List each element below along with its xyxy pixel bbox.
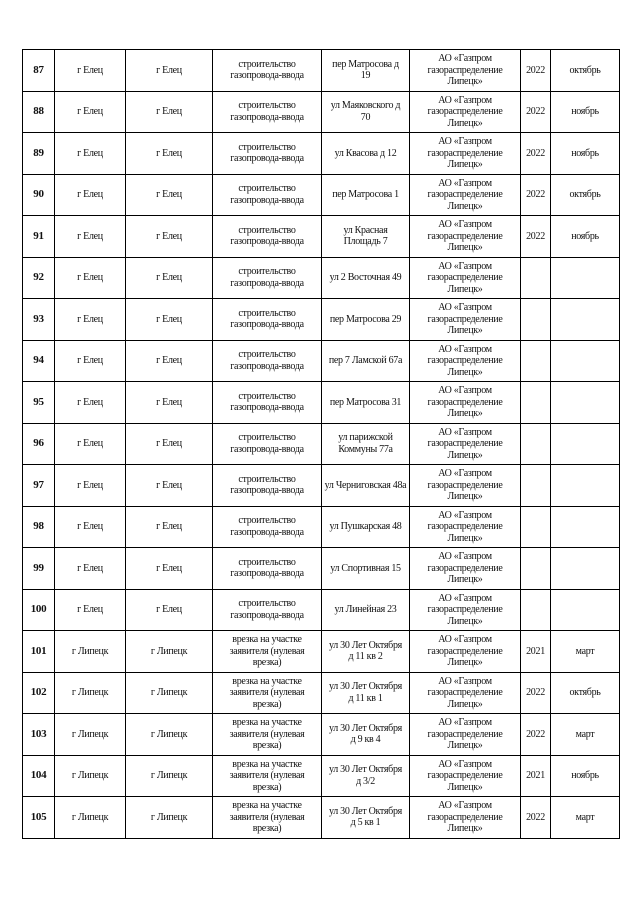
city-cell: г Елец [55, 299, 126, 341]
organization-cell: АО «Газпром газораспределение Липецк» [410, 257, 521, 299]
row-number: 92 [23, 257, 55, 299]
organization-cell: АО «Газпром газораспределение Липецк» [410, 548, 521, 590]
row-number: 104 [23, 755, 55, 797]
row-number: 98 [23, 506, 55, 548]
city-cell: г Елец [55, 133, 126, 175]
city-cell: г Елец [55, 174, 126, 216]
city-cell: г Липецк [55, 797, 126, 839]
year-cell [521, 382, 551, 424]
city-cell: г Елец [55, 216, 126, 258]
organization-cell: АО «Газпром газораспределение Липецк» [410, 91, 521, 133]
organization-cell: АО «Газпром газораспределение Липецк» [410, 797, 521, 839]
table-row [23, 257, 620, 299]
address-cell: ул 30 Лет Октября д 5 кв 1 [322, 797, 410, 839]
city-cell: г Липецк [55, 714, 126, 756]
city-cell: г Елец [55, 506, 126, 548]
table-row [23, 465, 620, 507]
organization-cell: АО «Газпром газораспределение Липецк» [410, 589, 521, 631]
year-cell: 2022 [521, 174, 551, 216]
year-cell [521, 299, 551, 341]
organization-cell: АО «Газпром газораспределение Липецк» [410, 133, 521, 175]
address-cell: ул 30 Лет Октября д 3/2 [322, 755, 410, 797]
month-cell [551, 299, 620, 341]
row-number: 89 [23, 133, 55, 175]
address-cell: ул 30 Лет Октября д 9 кв 4 [322, 714, 410, 756]
address-cell: ул Красная Площадь 7 [322, 216, 410, 258]
organization-cell: АО «Газпром газораспределение Липецк» [410, 382, 521, 424]
organization-cell: АО «Газпром газораспределение Липецк» [410, 506, 521, 548]
year-cell [521, 257, 551, 299]
row-number: 97 [23, 465, 55, 507]
city-cell: г Елец [55, 340, 126, 382]
year-cell [521, 589, 551, 631]
work-type-cell: строительство газопровода-ввода [213, 506, 322, 548]
locality-cell: г Елец [126, 216, 213, 258]
row-number: 101 [23, 631, 55, 673]
work-type-cell: врезка на участке заявителя (нулевая врезка) [213, 755, 322, 797]
year-cell: 2021 [521, 755, 551, 797]
year-cell [521, 465, 551, 507]
work-type-cell: строительство газопровода-ввода [213, 91, 322, 133]
work-type-cell: строительство газопровода-ввода [213, 548, 322, 590]
month-cell: ноябрь [551, 133, 620, 175]
row-number: 90 [23, 174, 55, 216]
year-cell [521, 340, 551, 382]
table-row [23, 340, 620, 382]
table-row [23, 382, 620, 424]
city-cell: г Елец [55, 589, 126, 631]
table-row [23, 216, 620, 258]
work-type-cell: врезка на участке заявителя (нулевая врезка) [213, 714, 322, 756]
city-cell: г Елец [55, 382, 126, 424]
locality-cell: г Елец [126, 465, 213, 507]
organization-cell: АО «Газпром газораспределение Липецк» [410, 50, 521, 92]
month-cell [551, 340, 620, 382]
locality-cell: г Липецк [126, 672, 213, 714]
month-cell: октябрь [551, 174, 620, 216]
table-row [23, 755, 620, 797]
address-cell: ул 2 Восточная 49 [322, 257, 410, 299]
row-number: 94 [23, 340, 55, 382]
year-cell: 2022 [521, 91, 551, 133]
locality-cell: г Липецк [126, 797, 213, 839]
organization-cell: АО «Газпром газораспределение Липецк» [410, 340, 521, 382]
address-cell: ул Маяковского д 70 [322, 91, 410, 133]
city-cell: г Елец [55, 423, 126, 465]
table-row [23, 174, 620, 216]
locality-cell: г Елец [126, 50, 213, 92]
year-cell [521, 506, 551, 548]
table-body [23, 50, 620, 839]
table-row [23, 91, 620, 133]
work-type-cell: врезка на участке заявителя (нулевая врезка) [213, 672, 322, 714]
address-cell: ул Спортивная 15 [322, 548, 410, 590]
city-cell: г Липецк [55, 672, 126, 714]
address-cell: ул 30 Лет Октября д 11 кв 2 [322, 631, 410, 673]
locality-cell: г Елец [126, 423, 213, 465]
month-cell: ноябрь [551, 216, 620, 258]
locality-cell: г Елец [126, 257, 213, 299]
work-type-cell: врезка на участке заявителя (нулевая врезка) [213, 631, 322, 673]
city-cell: г Елец [55, 465, 126, 507]
table-row [23, 631, 620, 673]
month-cell: март [551, 797, 620, 839]
year-cell [521, 548, 551, 590]
locality-cell: г Елец [126, 299, 213, 341]
month-cell: март [551, 714, 620, 756]
year-cell: 2022 [521, 714, 551, 756]
year-cell: 2022 [521, 216, 551, 258]
work-type-cell: строительство газопровода-ввода [213, 465, 322, 507]
month-cell [551, 589, 620, 631]
year-cell: 2022 [521, 50, 551, 92]
gas-connection-table [22, 49, 620, 839]
work-type-cell: строительство газопровода-ввода [213, 382, 322, 424]
locality-cell: г Елец [126, 91, 213, 133]
work-type-cell: врезка на участке заявителя (нулевая врезка) [213, 797, 322, 839]
row-number: 95 [23, 382, 55, 424]
table-row [23, 133, 620, 175]
city-cell: г Елец [55, 257, 126, 299]
city-cell: г Елец [55, 50, 126, 92]
city-cell: г Елец [55, 548, 126, 590]
row-number: 96 [23, 423, 55, 465]
address-cell: пер Матросова д 19 [322, 50, 410, 92]
work-type-cell: строительство газопровода-ввода [213, 589, 322, 631]
work-type-cell: строительство газопровода-ввода [213, 299, 322, 341]
address-cell: ул 30 Лет Октября д 11 кв 1 [322, 672, 410, 714]
row-number: 105 [23, 797, 55, 839]
year-cell: 2022 [521, 797, 551, 839]
work-type-cell: строительство газопровода-ввода [213, 340, 322, 382]
city-cell: г Елец [55, 91, 126, 133]
month-cell [551, 382, 620, 424]
row-number: 99 [23, 548, 55, 590]
table-row [23, 548, 620, 590]
address-cell: ул Квасова д 12 [322, 133, 410, 175]
locality-cell: г Елец [126, 548, 213, 590]
table-row [23, 672, 620, 714]
month-cell [551, 548, 620, 590]
address-cell: пер Матросова 31 [322, 382, 410, 424]
locality-cell: г Елец [126, 589, 213, 631]
address-cell: ул Черниговская 48а [322, 465, 410, 507]
organization-cell: АО «Газпром газораспределение Липецк» [410, 755, 521, 797]
organization-cell: АО «Газпром газораспределение Липецк» [410, 216, 521, 258]
work-type-cell: строительство газопровода-ввода [213, 174, 322, 216]
month-cell: октябрь [551, 50, 620, 92]
table-row [23, 506, 620, 548]
city-cell: г Липецк [55, 631, 126, 673]
locality-cell: г Липецк [126, 631, 213, 673]
organization-cell: АО «Газпром газораспределение Липецк» [410, 672, 521, 714]
year-cell: 2022 [521, 672, 551, 714]
month-cell: ноябрь [551, 755, 620, 797]
row-number: 87 [23, 50, 55, 92]
work-type-cell: строительство газопровода-ввода [213, 423, 322, 465]
year-cell: 2021 [521, 631, 551, 673]
organization-cell: АО «Газпром газораспределение Липецк» [410, 174, 521, 216]
organization-cell: АО «Газпром газораспределение Липецк» [410, 631, 521, 673]
table-row [23, 589, 620, 631]
table-row [23, 50, 620, 92]
row-number: 91 [23, 216, 55, 258]
table-row [23, 423, 620, 465]
row-number: 103 [23, 714, 55, 756]
city-cell: г Липецк [55, 755, 126, 797]
work-type-cell: строительство газопровода-ввода [213, 257, 322, 299]
locality-cell: г Липецк [126, 714, 213, 756]
month-cell [551, 506, 620, 548]
address-cell: пер 7 Ламской 67а [322, 340, 410, 382]
table-row [23, 714, 620, 756]
work-type-cell: строительство газопровода-ввода [213, 133, 322, 175]
organization-cell: АО «Газпром газораспределение Липецк» [410, 423, 521, 465]
locality-cell: г Елец [126, 340, 213, 382]
locality-cell: г Липецк [126, 755, 213, 797]
address-cell: ул Пушкарская 48 [322, 506, 410, 548]
locality-cell: г Елец [126, 133, 213, 175]
organization-cell: АО «Газпром газораспределение Липецк» [410, 465, 521, 507]
month-cell [551, 465, 620, 507]
year-cell: 2022 [521, 133, 551, 175]
table-row [23, 797, 620, 839]
row-number: 102 [23, 672, 55, 714]
work-type-cell: строительство газопровода-ввода [213, 216, 322, 258]
locality-cell: г Елец [126, 506, 213, 548]
row-number: 93 [23, 299, 55, 341]
row-number: 88 [23, 91, 55, 133]
month-cell: октябрь [551, 672, 620, 714]
month-cell: март [551, 631, 620, 673]
address-cell: ул Линейная 23 [322, 589, 410, 631]
month-cell [551, 423, 620, 465]
row-number: 100 [23, 589, 55, 631]
month-cell: ноябрь [551, 91, 620, 133]
month-cell [551, 257, 620, 299]
address-cell: пер Матросова 29 [322, 299, 410, 341]
locality-cell: г Елец [126, 174, 213, 216]
address-cell: ул парижской Коммуны 77а [322, 423, 410, 465]
table-row [23, 299, 620, 341]
organization-cell: АО «Газпром газораспределение Липецк» [410, 714, 521, 756]
organization-cell: АО «Газпром газораспределение Липецк» [410, 299, 521, 341]
year-cell [521, 423, 551, 465]
work-type-cell: строительство газопровода-ввода [213, 50, 322, 92]
locality-cell: г Елец [126, 382, 213, 424]
address-cell: пер Матросова 1 [322, 174, 410, 216]
